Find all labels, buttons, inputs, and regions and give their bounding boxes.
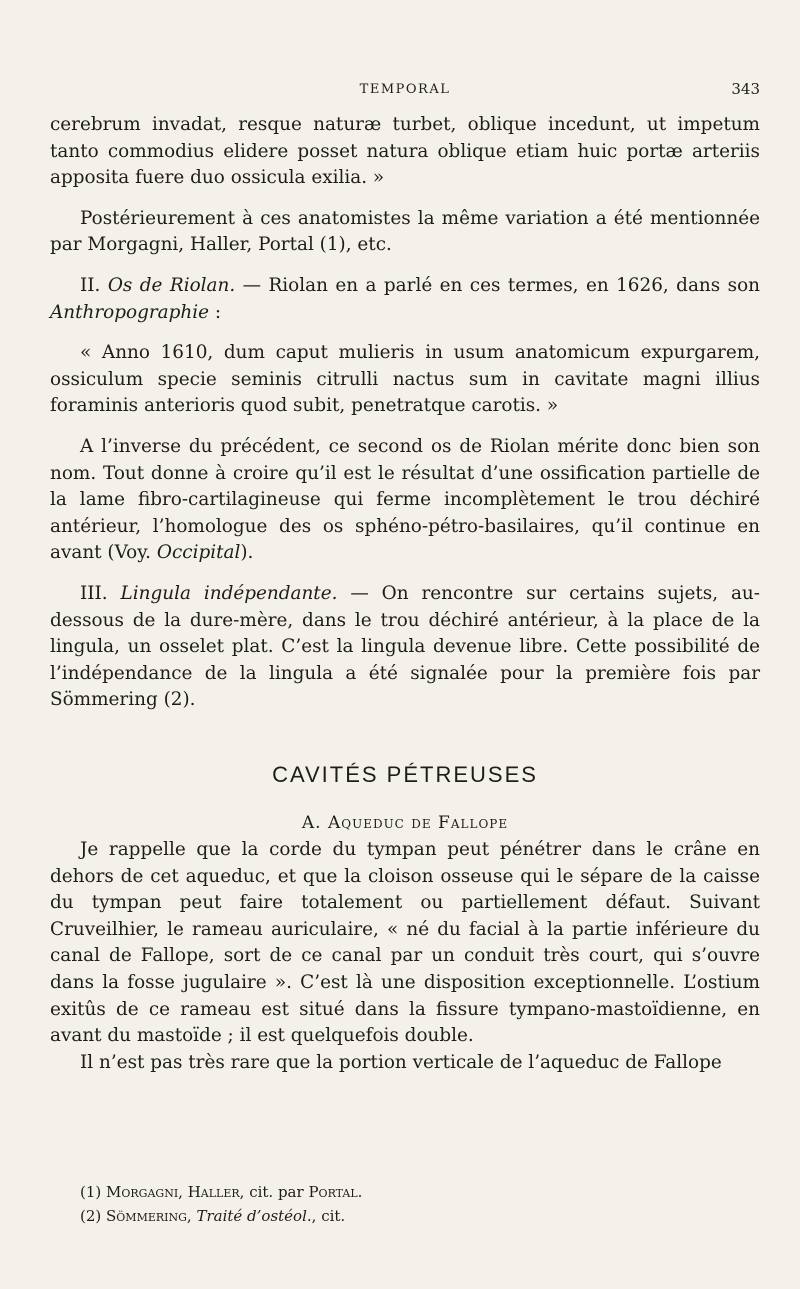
paragraph-6 — [50, 581, 760, 714]
subsection-title: A. Aqueduc de Fallope — [301, 813, 509, 834]
footnote-2-number: (2) — [80, 1207, 107, 1225]
section-title: CAVITÉS PÉTREUSES — [272, 761, 538, 787]
paragraph-7 — [50, 837, 760, 1050]
footnote-1-text: , cit. par — [239, 1183, 309, 1201]
footnote-2-end: , cit. — [311, 1207, 346, 1225]
paragraph-5-suffix: ). — [240, 542, 254, 564]
paragraph-3-text: — Riolan en a parlé en ces termes, en 1626, dans son — [235, 274, 760, 296]
paragraph-2-text: Postérieurement à ces anatomistes la même variation a été mentionnée par Morgagni, Haller, Portal (1), etc. — [50, 207, 760, 256]
footnote-1 — [80, 1180, 730, 1204]
paragraph-1 — [50, 112, 760, 192]
page-number: 343 — [731, 80, 760, 98]
lingula-heading: Lingula indépendante. — [120, 582, 338, 604]
paragraph-8-text: Il n’est pas très rare que la portion verticale de l’aqueduc de Fallope — [80, 1051, 722, 1073]
paragraph-3 — [50, 273, 760, 326]
footnote-2-text: , — [186, 1207, 197, 1225]
paragraph-1-text: cerebrum invadat, resque naturæ turbet, oblique incedunt, ut impetum tanto commodius elidere posset natura oblique etiam huic portæ arteriis apposita fuere duo ossicula exilia. » — [50, 114, 760, 189]
footnote-1-number: (1) — [80, 1183, 107, 1201]
paragraph-4 — [50, 340, 760, 420]
footnote-1-end: . — [357, 1183, 363, 1201]
footnote-2-authors: Sömmering — [106, 1207, 187, 1225]
page-header — [50, 80, 760, 104]
occipital-reference: Occipital — [156, 542, 241, 564]
paragraph-3-prefix: II. — [80, 274, 108, 296]
paragraph-6-text: — On rencontre sur certains sujets, au-dessous de la dure-mère, dans le trou déchiré antérieur, à la place de la lingula, un osselet plat. C’est la lingula devenue libre. Cette possibilité de l’indépendance de la lingula a été signalée pour la première fois par Sömmering (2). — [50, 582, 760, 711]
paragraph-4-text: « Anno 1610, dum caput mulieris in usum anatomicum expurgarem, ossiculum specie seminis citrulli nactus sum in cavitate magni illius foraminis anterioris quod subit, penetratque carotis. » — [50, 342, 760, 417]
footnote-1-authors: Morgagni, Haller — [106, 1183, 240, 1201]
footnote-2 — [80, 1204, 730, 1228]
paragraph-6-prefix: III. — [80, 582, 121, 604]
body-text — [50, 112, 760, 1076]
paragraph-7-text: Je rappelle que la corde du tympan peut pénétrer dans le crâne en dehors de cet aqueduc, et que la cloison osseuse qui le sépare de la caisse du tympan peut faire totalement ou partiellement défaut. Suivant Cruveilhier, le rameau auriculaire, « né du facial à la partie inférieure du canal de Fallope, sort de ce canal par un conduit très court, qui s’ouvre dans la fosse jugulaire ». C’est là une disposition exceptionnelle. L’ostium exitûs de ce rameau est situé dans la fissure tympano-mastoïdienne, en avant du mastoïde ; il est quelquefois double. — [50, 839, 760, 1047]
paragraph-5-text: A l’inverse du précédent, ce second os de Riolan mérite donc bien son nom. Tout donne à croire qu’il est le résultat d’une ossification partielle de la lame fibro-cartilagineuse qui ferme incomplètement le trou déchiré antérieur, l’homologue des os sphéno-pétro-basilaires, qu’il continue en avant (Voy. — [50, 435, 760, 564]
paragraph-3-suffix: : — [208, 301, 222, 323]
paragraph-5 — [50, 434, 760, 567]
footnote-2-ref: Traité d’ostéol. — [196, 1207, 312, 1225]
footnote-1-ref: Portal — [308, 1183, 358, 1201]
anthropographie-title: Anthropographie — [50, 301, 209, 323]
paragraph-2 — [50, 206, 760, 259]
os-de-riolan-heading: Os de Riolan. — [107, 274, 236, 296]
footnotes — [80, 1180, 730, 1228]
paragraph-8 — [50, 1050, 760, 1077]
running-head: TEMPORAL — [359, 82, 451, 97]
